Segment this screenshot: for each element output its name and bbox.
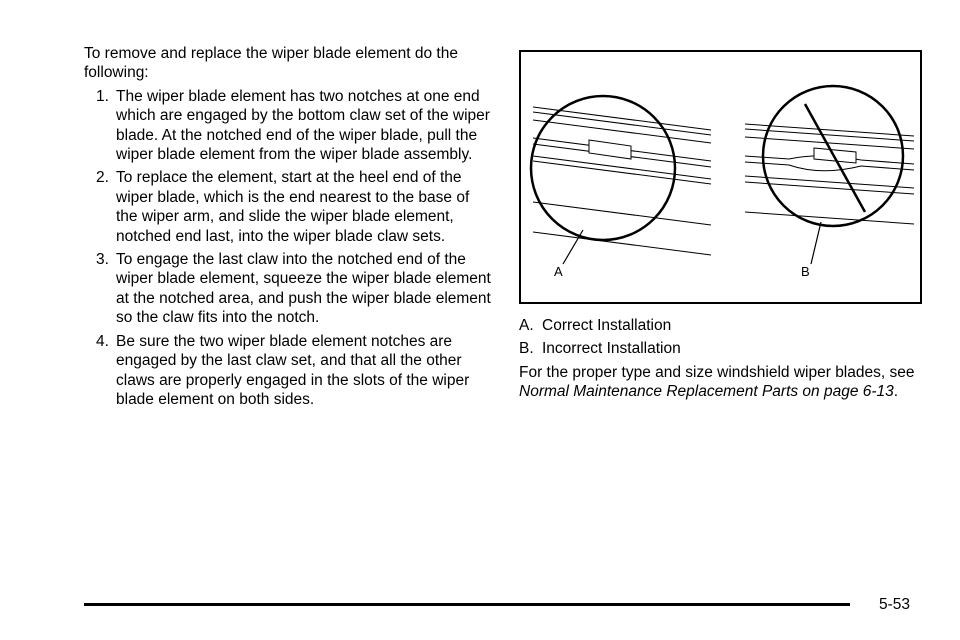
intro-text: To remove and replace the wiper blade element do the following:	[84, 45, 458, 82]
wiper-blade-illustration	[521, 52, 920, 302]
figure-label-a: A	[554, 264, 563, 279]
caption-a	[519, 316, 924, 335]
step-text: To engage the last claw into the notched end of the wiper blade element, squeeze the wiper blade element at the notched area, and push the wiper blade element so the claw fits into the notch.	[116, 251, 491, 327]
step-text: Be sure the two wiper blade element notches are engaged by the last claw set, and that all the other claws are properly engaged in the slots of the wiper blade element on both sides.	[116, 332, 470, 408]
step-number: 2.	[96, 169, 109, 187]
caption-text: Incorrect Installation	[542, 340, 681, 358]
cross-reference-link[interactable]: Normal Maintenance Replacement Parts on page 6-13	[519, 383, 894, 401]
step-number: 3.	[96, 251, 109, 269]
step-1	[84, 87, 494, 165]
steps-list	[84, 87, 494, 410]
step-4	[84, 332, 494, 410]
caption-text: Correct Installation	[542, 317, 672, 334]
figure-column	[519, 50, 924, 402]
step-number: 4.	[96, 332, 109, 350]
figure-label-b: B	[801, 264, 810, 279]
reference-note	[519, 363, 924, 402]
note-prefix: For the proper type and size windshield wiper blades, see	[519, 363, 915, 381]
note-suffix: .	[893, 383, 899, 401]
caption-b	[519, 339, 924, 358]
footer-rule	[84, 603, 850, 606]
step-number: 1.	[96, 87, 109, 105]
caption-letter: B.	[519, 340, 534, 358]
instructions-column	[84, 44, 494, 413]
step-text: To replace the element, start at the heel end of the wiper blade, which is the end nearest to the base of the wiper arm, and slide the wiper blade element, notched end last, into the wiper blade claw sets.	[116, 169, 470, 245]
step-2	[84, 168, 494, 246]
figure-captions	[519, 316, 924, 359]
step-text: The wiper blade element has two notches at one end which are engaged by the bottom claw set of the wiper blade. At the notched end of the wiper blade, pull the wiper blade element from the wiper blade assembly.	[116, 87, 490, 164]
step-3	[84, 250, 494, 328]
wiper-installation-figure	[519, 50, 922, 304]
page-number: 5-53	[879, 596, 911, 613]
caption-letter: A.	[519, 317, 534, 334]
